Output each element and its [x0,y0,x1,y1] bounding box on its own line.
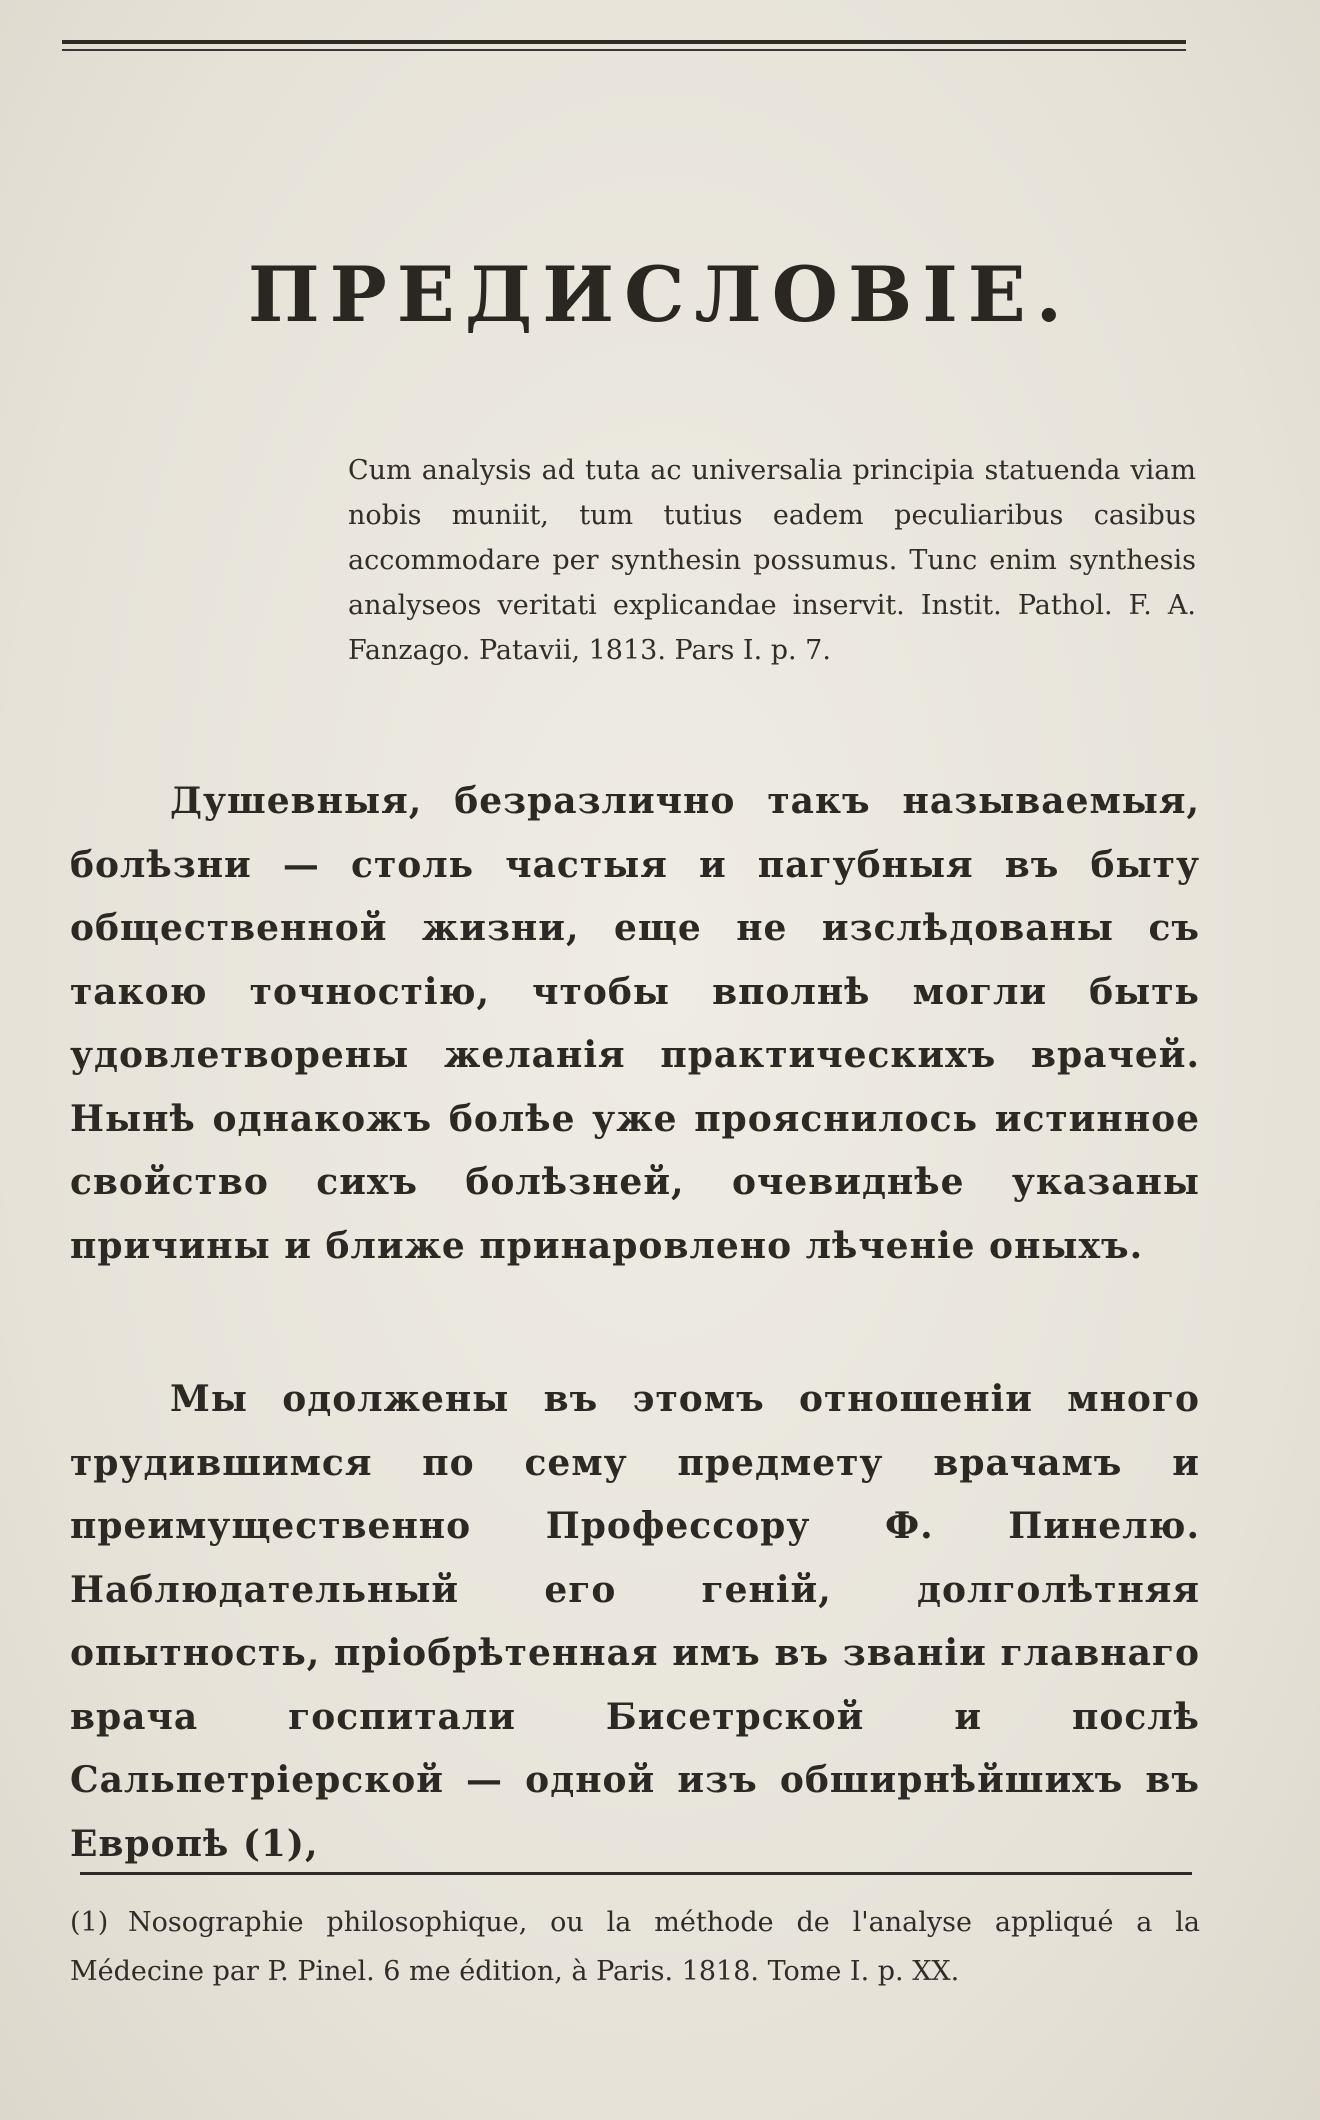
header-double-rule [62,40,1186,54]
latin-epigraph: Cum analysis ad tuta ac universalia principia statuenda viam nobis muniit, tum tutius eadem peculiaribus casibus accommodare per synthesin possumus. Tunc enim synthesis analyseos veritati explicandae inservit. Instit. Pathol. F. A. Fanzago. Patavii, 1813. Pars I. p. 7. [348,455,1196,666]
footnote-text: Nosographie philosophique, ou la méthode de l'analyse appliqué a la Médecine par P. Pinel. 6 me édition, à Paris. 1818. Tome I. p. XX. [70,1907,1200,1987]
paragraph-2: Мы одолжены въ этомъ отношеніи много трудившимся по сему предмету врачамъ и преимущественно Профессору Ф. Пинелю. Наблюдательный его геній, долголѣтняя опытность, пріобрѣтенная имъ въ званіи главнаго врача госпитали Бисетрской и послѣ Сальпетріерской — одной изъ обширнѣйшихъ въ Европѣ (1), [70,1378,1200,1865]
footnote-rule [80,1872,1192,1875]
header-rule-thin [62,49,1186,51]
footnote-marker: (1) [70,1907,109,1938]
paragraph-1: Душевныя, безразлично такъ называемыя, болѣзни — столь частыя и пагубныя въ быту общественной жизни, еще не изслѣдованы съ такою точностію, чтобы вполнѣ могли быть удовлетворены желанія практическихъ врачей. Нынѣ однакожъ болѣе уже прояснилось истинное свойство сихъ болѣзней, очевиднѣе указаны причины и ближе принаровлено лѣченіе оныхъ. [70,780,1200,1267]
page-title: ПРЕДИСЛОВІЕ. [247,250,1073,339]
footnote [70,1898,1200,1996]
header-rule-thick [62,40,1186,44]
